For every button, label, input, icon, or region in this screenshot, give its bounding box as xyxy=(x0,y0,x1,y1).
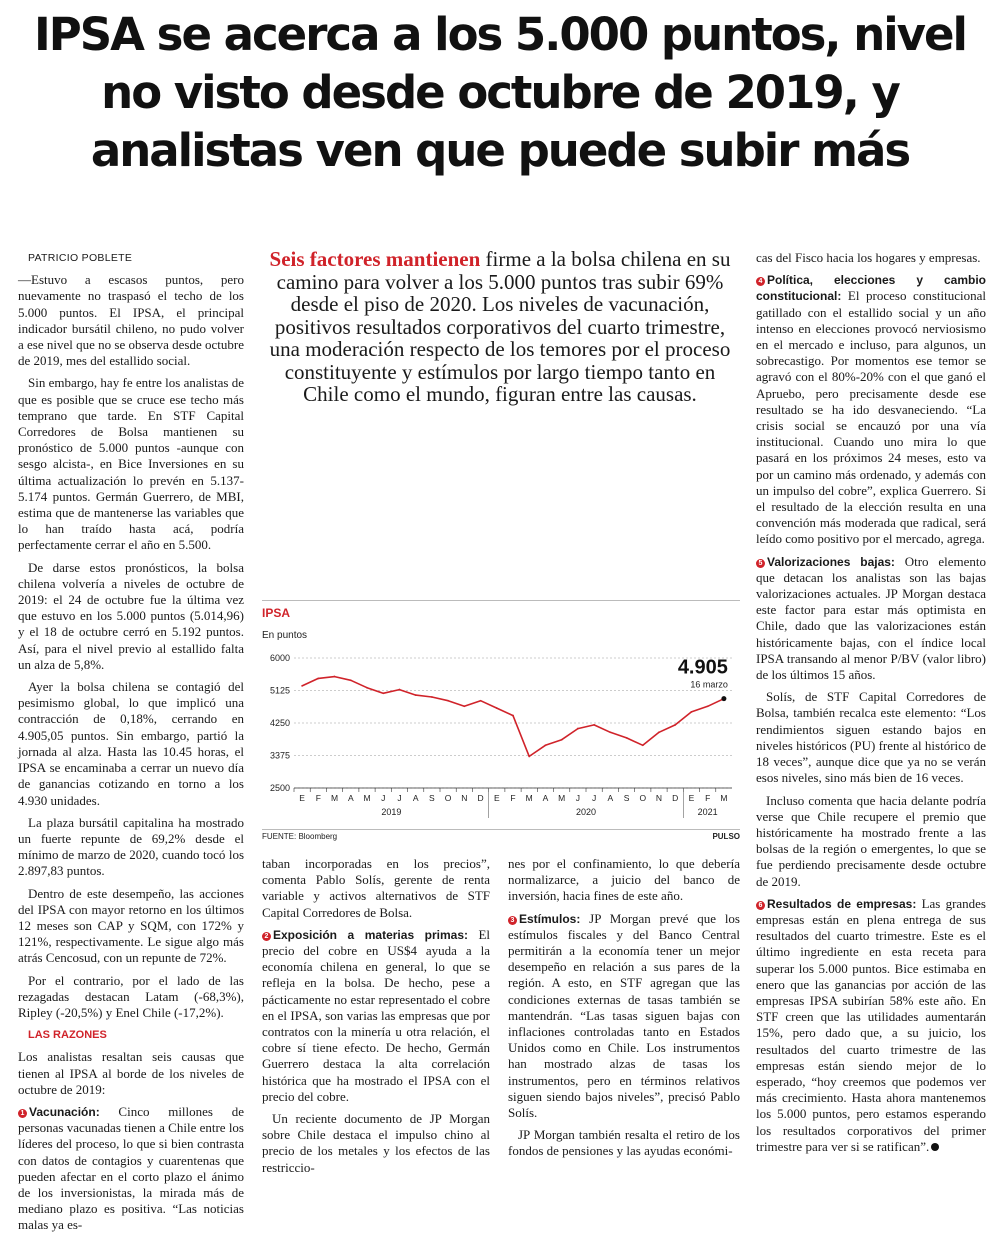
paragraph: —Estuvo a escasos puntos, pero nuevamente no traspasó el techo de los 5.000 puntos. El IPSA, el principal indicador bursátil chileno, no pudo volver a ese nivel que no se observa desde octubre de 2019, mes del estallido social. xyxy=(18,272,244,369)
data-point xyxy=(658,731,660,733)
data-point xyxy=(545,744,547,746)
column-1 xyxy=(18,250,244,1240)
data-point xyxy=(496,707,498,709)
factor-number-badge: 4 xyxy=(756,277,765,286)
end-of-article-mark xyxy=(931,1143,939,1151)
x-tick-label: A xyxy=(542,793,549,803)
data-point xyxy=(577,728,579,730)
data-point xyxy=(334,676,336,678)
data-point xyxy=(626,737,628,739)
data-point xyxy=(528,756,530,758)
year-label: 2020 xyxy=(575,807,597,817)
factor-paragraph xyxy=(756,896,986,1155)
factor-paragraph xyxy=(756,272,986,547)
paragraph: Sin embargo, hay fe entre los analistas de que es posible que se cruce ese techo más temprano que tarde. En STF Capital Corredores de Bolsa mantienen su pronóstico de 5.000 puntos -aunque con sesgo alcista-, en Bice Inversiones en su última actualización lo prevén en 5.137-5.174 puntos. Germán Guerrero, de MBI, estima que de mantenerse las variables que lo han traído hasta acá, podría perfectamente cerrar el año en 5.500. xyxy=(18,375,244,553)
section-heading: LAS RAZONES xyxy=(28,1029,107,1042)
factor-paragraph xyxy=(262,927,490,1105)
chart-unit-label: En puntos xyxy=(262,630,308,641)
x-tick-label: A xyxy=(607,793,614,803)
x-tick-label: M xyxy=(363,793,371,803)
chart-title: IPSA xyxy=(262,606,291,620)
y-tick-label: 6000 xyxy=(269,653,290,663)
x-tick-label: O xyxy=(639,793,647,803)
data-point xyxy=(561,739,563,741)
data-point xyxy=(431,696,433,698)
data-point xyxy=(350,679,352,681)
factor-number-badge: 5 xyxy=(756,559,765,568)
x-tick-label: J xyxy=(575,793,581,803)
factor-paragraph xyxy=(18,1104,244,1234)
factor-lead: Valorizaciones bajas: xyxy=(767,554,895,569)
paragraph: Un reciente documento de JP Morgan sobre Chile destaca el impulso chino al precio de los metales y los efectos de las restriccio- xyxy=(262,1111,490,1175)
data-point xyxy=(382,692,384,694)
data-point xyxy=(301,685,303,687)
paragraph: taban incorporadas en los precios”, comenta Pablo Solís, gerente de renta variable y activos alternativos de STF Capital Corredores de Bolsa. xyxy=(262,856,490,920)
x-tick-label: O xyxy=(444,793,452,803)
data-point xyxy=(642,744,644,746)
x-tick-label: D xyxy=(477,793,484,803)
paragraph: Ayer la bolsa chilena se contagió del pesimismo global, lo que implicó una contracción de 0,18%, cerrando en 4.905,05 puntos. Sin embargo, partió la jornada al alza. Hasta las 10.45 horas, el IPSA se encaminaba a cerrar un nuevo día de ganancias cotizando en torno a los 4.930 unidades. xyxy=(18,679,244,808)
data-point xyxy=(415,694,417,696)
factor-number-badge: 3 xyxy=(508,916,517,925)
data-point xyxy=(480,700,482,702)
chart-plot xyxy=(262,600,740,830)
data-point xyxy=(674,724,676,726)
data-point xyxy=(691,711,693,713)
headline: IPSA se acerca a los 5.000 puntos, nivel no visto desde octubre de 2019, y analistas ven que puede subir más xyxy=(34,8,966,177)
factor-text: Las grandes empresas están en plena entrega de sus resultados del cuarto trimestre. Este es el último ingrediente en esta receta para superar los 5.000 puntos. Bice estimaba en enero que las ganancias por acción de las empresas IPSA subirían 58% este año. En STF creen que las utilidades aumentarán 15%, pero dado que, a su juicio, los resultados del cuarto trimestre de las empresas están siendo mejor de lo esperado, “hoy creemos que podemos ver más crecimiento. Hasta ahora mantenemos los 5.000 puntos, pero estamos esperando los resultados corporativos del primer trimestre para ver si se ratifican”. xyxy=(756,895,986,1154)
last-value-label: 4.905 xyxy=(677,656,728,679)
paragraph: La plaza bursátil capitalina ha mostrado un fuerte repunte de 69,2% desde el mínimo de marzo de 2020, cuando tocó los 2.897,83 puntos. xyxy=(18,814,244,879)
x-tick-label: J xyxy=(591,793,597,803)
paragraph: Los analistas resaltan seis causas que tienen al IPSA al borde de los niveles de octubre de 2019: xyxy=(18,1049,244,1097)
intro-deck xyxy=(262,248,738,406)
x-tick-label: D xyxy=(672,793,679,803)
factor-text: El precio del cobre en US$4 ayuda a la economía chilena en general, lo que se refleja en la bolsa. De hecho, pese a pácticamente no estar representado el cobre en el IPSA, son varias las empresas que por contratos con la minería u otra relación, el cobre sí tiene efecto. De hecho, Germán Guerrero destaca la alta correlación histórica que ha mostrado el IPSA con el precio del cobre. xyxy=(262,926,490,1104)
factor-number-badge: 2 xyxy=(262,932,271,941)
factor-paragraph xyxy=(508,911,740,1122)
data-point xyxy=(463,705,465,707)
factor-number-badge: 6 xyxy=(756,901,765,910)
x-tick-label: F xyxy=(315,793,321,803)
factor-text: Otro elemento que detacan los analistas son las bajas valorizaciones actuales. JP Morgan destaca este factor para estar más optimista en Chile, dado que las valorizaciones están históricamente bajas, con el índice local IPSA transando al menor P/BV (valor libro) de los últimos 15 años. xyxy=(756,553,986,683)
factor-text: El proceso constitucional gatillado con el estallido social y un año intenso en elecciones provocó nerviosismo en el mercado e incluso, para algunos, un sobrecastigo. Por momentos ese temor se agravó con el 80%-20% con el que ganó el Apruebo, pero precisamente desde ese resultado se ha ido desvaneciendo. “La crisis social se encauzó por una vía institucional. Cuando uno mira lo que pasará en los próximos 24 meses, esto va por un camino más ordenado, y además con un impulso del cobre”, explica Guerrero. Si el resultado de la elección resulta en una convención más moderada que radical, será leído como positivo por el mercado, agrega. xyxy=(756,288,986,547)
paragraph: De darse estos pronósticos, la bolsa chilena volvería a niveles de octubre de 2019: el 24 de octubre fue la última vez que estuvo en los 5.000 puntos (5.014,96) y el 18 de octubre cerró en 5.192 puntos. Así, para el nivel previo al estallido falta un alza de 5,8%. xyxy=(18,559,244,672)
data-point xyxy=(609,731,611,733)
y-tick-label: 4250 xyxy=(269,718,290,728)
x-tick-label: N xyxy=(655,793,663,803)
intro-lead: Seis factores mantienen xyxy=(269,247,481,271)
x-tick-label: M xyxy=(720,793,728,803)
factor-text: JP Morgan prevé que los estímulos fiscales y del Banco Central permitirán a la economía tener un mejor desempeño en relación a sus pares de la región. A esto, en STF agregan que las condiciones externas de tasas también se mantendrán. “Las tasas siguen bajas con inflaciones controladas tanto en Estados Unidos como en Chile. Los instrumentos han mostrado alzas de tasas los instrumentos, pero en términos relativos siguen siendo bajos niveles”, precisó Pablo Solís. xyxy=(508,910,740,1121)
paragraph: Incluso comenta que hacia delante podría verse que Chile recupere el premio que históricamente ha mostrado frente a las bolsas de la región o emergentes, lo que se fue perdiendo precisamente desde octubre de 2019. xyxy=(756,792,986,889)
column-2a xyxy=(262,856,490,1182)
factor-text: Cinco millones de personas vacunadas tienen a Chile entre los líderes del proceso, lo que si bien contrasta con datos de contagios y cuarentenas que pueden afectar en el corto plazo el ánimo de los inversionistas, la mirada más de mediano plazo es positiva. “Las noticias malas ya es- xyxy=(18,1103,244,1233)
column-2b xyxy=(508,856,740,1166)
factor-lead: Estímulos: xyxy=(519,911,581,926)
x-tick-label: N xyxy=(461,793,468,803)
factor-lead: Resultados de empresas: xyxy=(767,896,917,911)
factor-lead: Exposición a materias primas: xyxy=(273,927,468,942)
paragraph: Dentro de este desempeño, las acciones del IPSA con mayor retorno en los últimos 12 meses son CAP y SQM, con 172% y 121%, respectivamente. Le sigue algo más atrás Cencosud, con un repunte de 72%. xyxy=(18,885,244,966)
x-tick-label: M xyxy=(331,793,339,803)
chart-bottom-rule xyxy=(262,829,740,830)
x-tick-label: A xyxy=(412,793,419,803)
data-point xyxy=(399,689,401,691)
data-point xyxy=(707,705,709,707)
factor-lead: Política, elecciones y cambio constitucional: xyxy=(756,273,986,304)
x-tick-label: S xyxy=(429,793,435,803)
y-tick-label: 5125 xyxy=(269,685,290,696)
data-point xyxy=(447,700,449,702)
byline: PATRICIO POBLETE xyxy=(28,252,133,264)
x-tick-label: F xyxy=(705,793,711,803)
factor-paragraph xyxy=(756,554,986,684)
ipsa-chart xyxy=(262,600,740,840)
factor-number-badge: 1 xyxy=(18,1109,27,1118)
x-tick-label: J xyxy=(397,793,402,803)
y-tick-label: 3375 xyxy=(269,750,290,761)
x-tick-label: A xyxy=(347,793,354,803)
column-3 xyxy=(756,250,986,1161)
paragraph: Por el contrario, por el lado de las rezagadas destacan Latam (-68,3%), Ripley (-20,5%) y Enel Chile (-17,2%). xyxy=(18,972,244,1020)
x-tick-label: F xyxy=(510,793,516,803)
chart-brand: PULSO xyxy=(712,832,740,841)
paragraph: Solís, de STF Capital Corredores de Bolsa, también recalca este elemento: “Los rendimientos siguen estando bajos en niveles históricos (PU) frente al histórico de 18 veces”, aunque dice que ya no se verán esos niveles, sino más bien de 16 veces. xyxy=(756,689,986,786)
data-point xyxy=(366,687,368,689)
data-point xyxy=(317,678,319,680)
x-tick-label: E xyxy=(493,793,500,803)
x-tick-label: S xyxy=(623,793,630,803)
x-tick-label: E xyxy=(688,793,695,803)
paragraph: cas del Fisco hacia los hogares y empresas. xyxy=(756,250,981,265)
x-tick-label: M xyxy=(525,793,533,803)
factor-lead: Vacunación: xyxy=(29,1104,100,1119)
x-tick-label: E xyxy=(299,793,305,803)
last-date-label: 16 marzo xyxy=(690,679,728,690)
x-tick-label: M xyxy=(558,793,566,803)
intro-text: firme a la bolsa chilena en su camino para volver a los 5.000 puntos tras subir 69% desde el piso de 2020. Los niveles de vacunación, positivos resultados corporativos del cuarto trimestre, una moderación respecto de los temores por el proceso constituyente y estímulos por largo tiempo tanto en Chile como el mundo, figuran entre las causas. xyxy=(269,247,731,406)
ipsa-series-line xyxy=(302,677,724,757)
paragraph: nes por el confinamiento, lo que debería normalizarce, a juicio del banco de inversión, hacia fines de este año. xyxy=(508,856,740,904)
chart-source: FUENTE: Bloomberg xyxy=(262,832,338,841)
last-value-dot xyxy=(721,696,726,701)
year-label: 2021 xyxy=(697,807,718,817)
y-tick-label: 2500 xyxy=(269,783,290,793)
x-tick-label: J xyxy=(381,793,386,803)
paragraph: JP Morgan también resalta el retiro de los fondos de pensiones y las ayudas económi- xyxy=(508,1127,740,1159)
year-label: 2019 xyxy=(381,807,402,817)
data-point xyxy=(512,715,514,717)
data-point xyxy=(593,724,595,726)
